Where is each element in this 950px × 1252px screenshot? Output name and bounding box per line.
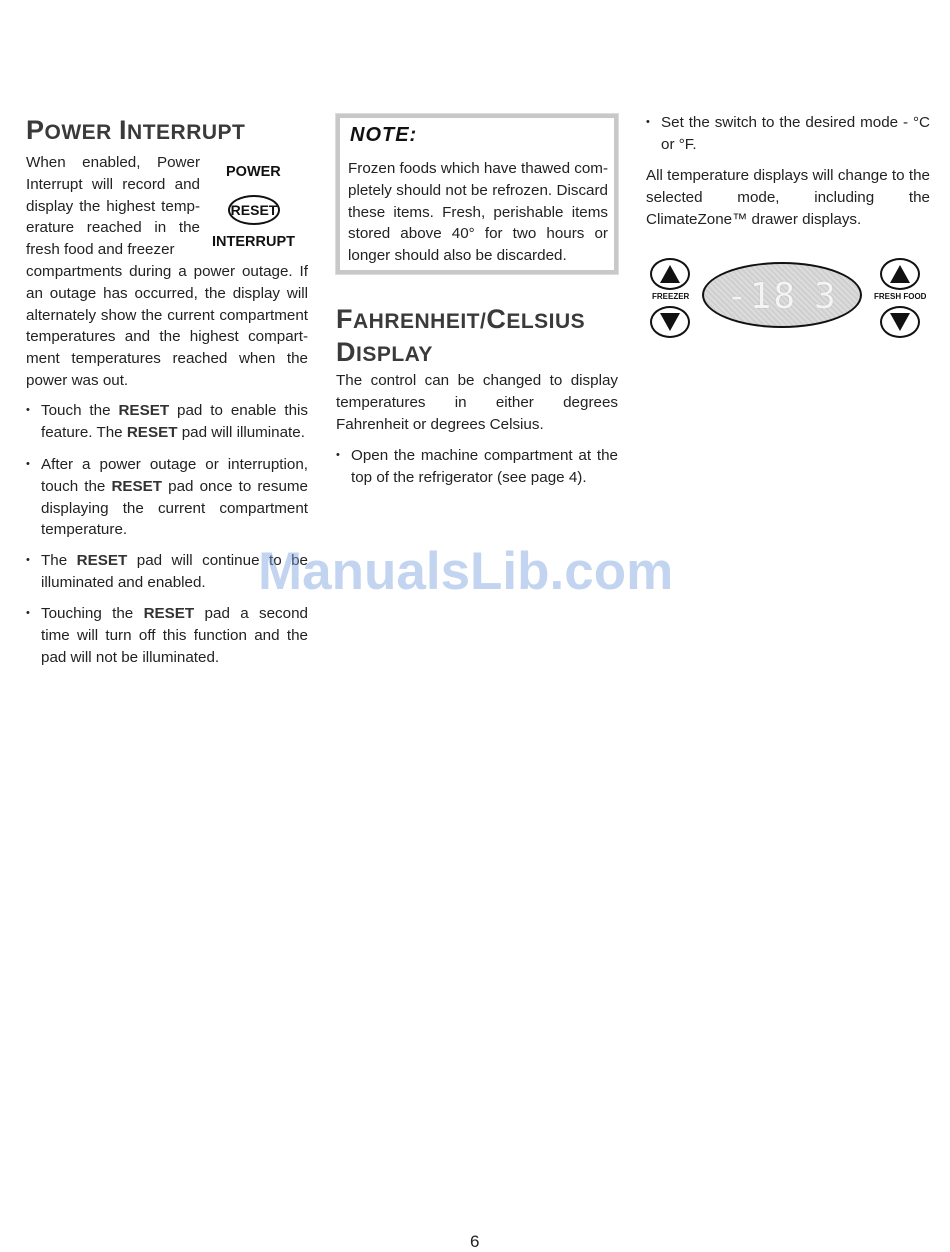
fahrenheit-celsius-after: All temperature displays will change to the selected mode, including the ClimateZone™ drawer displays. [646,167,930,228]
fresh-food-label: FRESH FOOD [874,292,927,301]
power-interrupt-graphic [200,164,300,254]
arrow-down-icon [660,313,680,331]
note-box [336,114,618,274]
list-item: • Open the machine compartment at the top of the refrigerator (see page 4). [336,445,618,489]
fahrenheit-celsius-title: FAHRENHEIT/CELSIUS DISPLAY [336,304,586,367]
page-number: 6 [470,1232,480,1251]
list-item: • Set the switch to the desired mode - °C or °F. [646,112,930,156]
list-item: • Touch the RESET pad to enable this feature. The RESET pad will illuminate. [26,400,308,444]
power-interrupt-intro: compartments during a power outage. If an outage has occurred, the display will alternately show the current compartment temperatures and the highest compartment temperatures reached when the power was out. [26,263,308,389]
watermark: ManualsLib.com [258,542,674,601]
note-heading: NOTE: [350,124,418,146]
power-interrupt-title: POWER INTERRUPT [26,115,246,145]
arrow-up-icon [660,265,680,283]
list-item: • The RESET pad will continue to be illuminated and enabled. [26,550,308,594]
fresh-food-down-button[interactable] [880,306,920,338]
reset-pad-icon: RESET [228,195,280,225]
power-label: POWER [226,164,281,180]
freezer-up-button[interactable] [650,258,690,290]
list-item: • After a power outage or interruption, touch the RESET pad once to resume displaying the current compartment temperature. [26,454,308,541]
temperature-control-panel [648,256,930,340]
note-text: Frozen foods which have thawed completely should not be refrozen. Discard these items. Fresh, perishable items stored above 40° for two hours or longer should also be discarded. [348,160,609,265]
fahrenheit-celsius-intro: The control can be changed to display temperatures in either degrees Fahrenheit or degrees Celsius. [336,372,618,433]
interrupt-label: INTERRUPT [212,234,295,250]
fresh-food-temperature: 3 [814,276,838,317]
freezer-temperature: -18 [726,276,798,317]
freezer-label: FREEZER [652,292,690,301]
power-interrupt-intro-wrap: When enabled, Power Interrupt will record and display the highest temperature reached in the fresh food and freezer [26,154,200,259]
freezer-down-button[interactable] [650,306,690,338]
fresh-food-up-button[interactable] [880,258,920,290]
arrow-up-icon [890,265,910,283]
arrow-down-icon [890,313,910,331]
temperature-display [702,262,862,328]
list-item: • Touching the RESET pad a second time will turn off this function and the pad will not be illuminated. [26,603,308,668]
